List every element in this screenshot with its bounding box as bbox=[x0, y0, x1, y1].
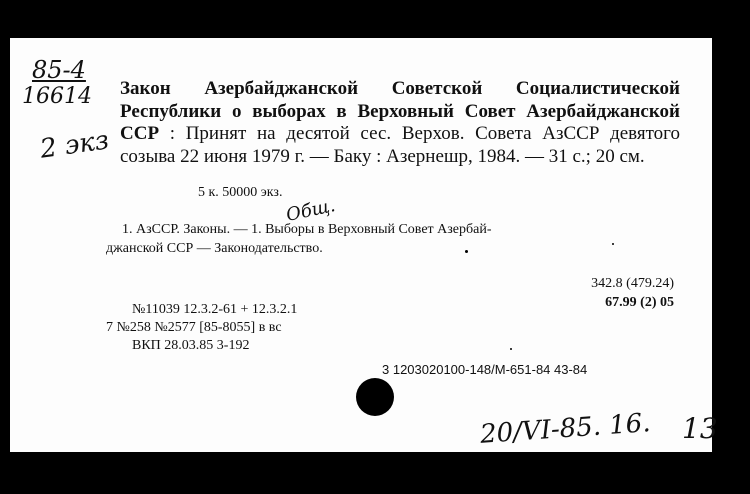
ink-speck bbox=[612, 243, 614, 245]
shelf-code: 85-4 bbox=[32, 56, 86, 84]
catalog-card bbox=[10, 38, 718, 452]
bibliographic-entry bbox=[120, 78, 680, 168]
copies-note: 2 экз bbox=[38, 125, 111, 165]
ink-speck bbox=[465, 250, 468, 253]
price-run: 5 к. 50000 экз. bbox=[198, 185, 283, 200]
registry-line-2: 7 №258 №2577 [85-8055] в вс bbox=[106, 320, 282, 335]
subject-line-1: 1. АзССР. Законы. — 1. Выборы в Верховный Совет Азербай- bbox=[122, 222, 492, 237]
general-note: Общ. bbox=[284, 195, 338, 226]
registry-line-1: №11039 12.3.2-61 + 12.3.2.1 bbox=[132, 302, 298, 317]
inventory-number: 16614 bbox=[22, 84, 92, 109]
subject-line-2: джанской ССР — Законодательство. bbox=[106, 241, 323, 256]
date-note: 20/VI-85. 16. bbox=[479, 408, 652, 450]
entry-description: : Принят на десятой сес. Верхов. Совета АзССР девятого созыва 22 июня 1979 г. — Баку : Азернешр, 1984. — 31 с.; 20 см. bbox=[120, 123, 681, 167]
udc-code: 342.8 (479.24) bbox=[591, 276, 674, 291]
ink-speck bbox=[510, 348, 512, 350]
registry-line-3: ВКП 28.03.85 3-192 bbox=[132, 338, 250, 353]
punch-hole bbox=[356, 378, 394, 416]
entry-title: Закон Азербайджанской Советской Социалистической Республики о выборах в Верховный Совет Азербайджанской ССР bbox=[120, 78, 680, 144]
number-note: 13 bbox=[682, 412, 718, 445]
bbk-code: 67.99 (2) 05 bbox=[605, 295, 674, 310]
index-code: 3 1203020100-148/М-651-84 43-84 bbox=[382, 362, 588, 377]
